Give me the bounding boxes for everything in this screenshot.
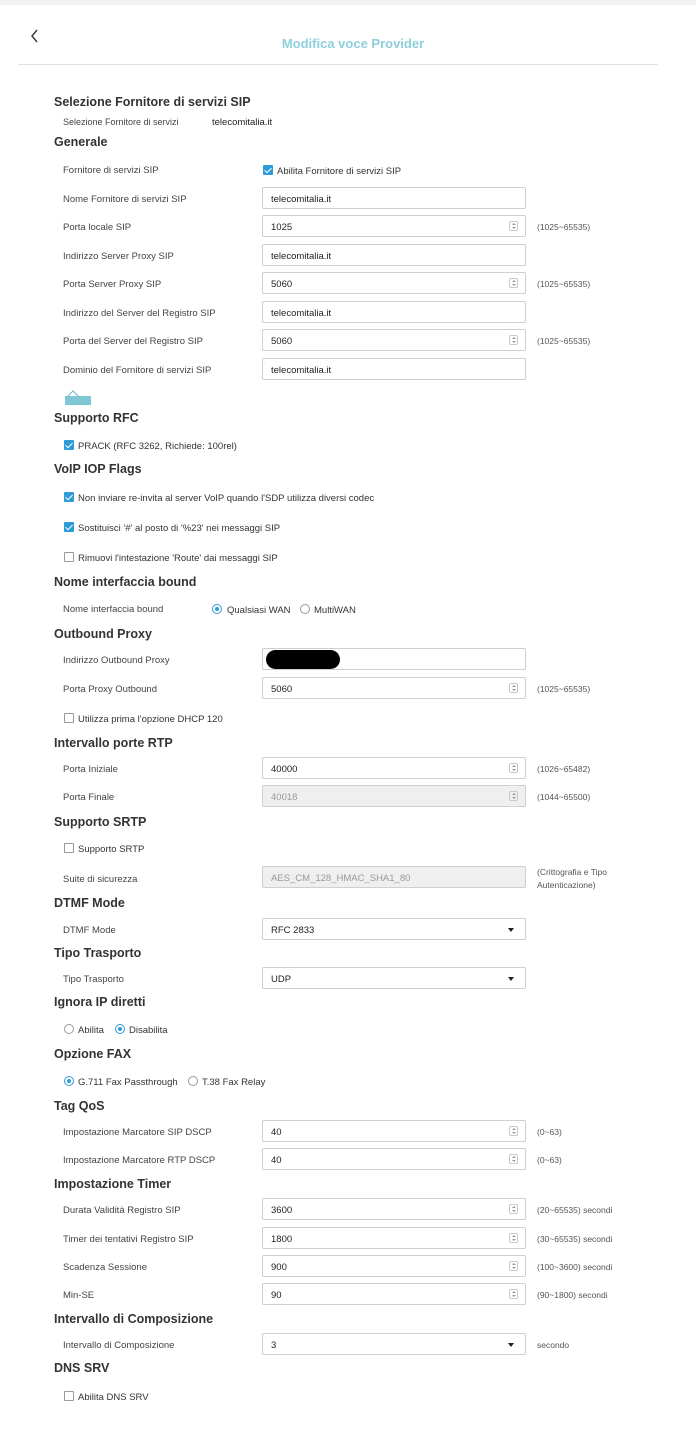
dtmf-label: DTMF Mode xyxy=(63,925,116,936)
suite-note-line1: (Crittografia e Tipo xyxy=(537,867,607,877)
prack-label: PRACK (RFC 3262, Richiede: 100rel) xyxy=(78,441,237,452)
fax-relay-radio[interactable] xyxy=(188,1076,198,1086)
section-bound-heading: Nome interfaccia bound xyxy=(54,575,197,589)
session-expiry-label: Scadenza Sessione xyxy=(63,1262,147,1273)
reg-validity-input[interactable]: 3600 xyxy=(262,1198,526,1220)
section-fax-heading: Opzione FAX xyxy=(54,1047,132,1061)
dns-srv-label: Abilita DNS SRV xyxy=(78,1392,149,1403)
section-rtp-heading: Intervallo porte RTP xyxy=(54,736,173,750)
dhcp-option-checkbox[interactable] xyxy=(64,713,74,723)
local-port-label: Porta locale SIP xyxy=(63,222,132,233)
provider-name-label: Nome Fornitore di servizi SIP xyxy=(63,194,187,205)
provider-name-input[interactable]: telecomitalia.it xyxy=(262,187,526,209)
rtp-end-input: 40018 xyxy=(262,785,526,807)
section-voip-heading: VoIP IOP Flags xyxy=(54,462,142,476)
section-srtp-heading: Supporto SRTP xyxy=(54,815,147,829)
selezione-value: telecomitalia.it xyxy=(212,117,273,128)
session-expiry-range: (100~3600) secondi xyxy=(537,1262,613,1272)
retry-timer-label: Timer dei tentativi Registro SIP xyxy=(63,1234,194,1245)
section-dial-heading: Intervallo di Composizione xyxy=(54,1312,214,1326)
outbound-port-input[interactable]: 5060 xyxy=(262,677,526,699)
dial-select[interactable]: 3 xyxy=(262,1333,526,1355)
domain-input[interactable]: telecomitalia.it xyxy=(262,358,526,380)
retry-timer-range: (30~65535) secondi xyxy=(537,1234,613,1244)
stepper-icon[interactable] xyxy=(509,1154,518,1164)
section-selezione-heading: Selezione Fornitore di servizi SIP xyxy=(54,95,251,109)
flag-route-label: Rimuovi l'intestazione 'Route' dai messaggi SIP xyxy=(78,553,278,564)
suite-note-line2: Autenticazione) xyxy=(537,880,596,890)
reg-validity-label: Durata Validità Registro SIP xyxy=(63,1205,181,1216)
bound-any-wan-radio[interactable] xyxy=(212,604,222,614)
local-port-input[interactable]: 1025 xyxy=(262,215,526,237)
retry-timer-input[interactable]: 1800 xyxy=(262,1227,526,1249)
section-outbound-heading: Outbound Proxy xyxy=(54,627,152,641)
section-qos-heading: Tag QoS xyxy=(54,1099,105,1113)
header-divider xyxy=(18,64,658,65)
fax-passthrough-radio[interactable] xyxy=(64,1076,74,1086)
section-direct-ip-heading: Ignora IP diretti xyxy=(54,995,146,1009)
local-port-range: (1025~65535) xyxy=(537,222,591,232)
proxy-port-range: (1025~65535) xyxy=(537,279,591,289)
flag-reinvite-label: Non inviare re-invita al server VoIP quando l'SDP utilizza diversi codec xyxy=(78,493,375,504)
section-timer-heading: Impostazione Timer xyxy=(54,1177,172,1191)
flag-route-checkbox[interactable] xyxy=(64,552,74,562)
stepper-icon[interactable] xyxy=(509,335,518,345)
srtp-checkbox[interactable] xyxy=(64,843,74,853)
section-dns-heading: DNS SRV xyxy=(54,1361,110,1375)
qos-sip-input[interactable]: 40 xyxy=(262,1120,526,1142)
chevron-down-icon xyxy=(508,928,514,932)
rtp-end-label: Porta Finale xyxy=(63,792,115,803)
registrar-address-label: Indirizzo del Server del Registro SIP xyxy=(63,308,216,319)
bound-label: Nome interfaccia bound xyxy=(63,604,164,615)
suite-input: AES_CM_128_HMAC_SHA1_80 xyxy=(262,866,526,888)
registrar-port-range: (1025~65535) xyxy=(537,336,591,346)
min-se-label: Min-SE xyxy=(63,1290,95,1301)
rtp-start-input[interactable]: 40000 xyxy=(262,757,526,779)
stepper-icon[interactable] xyxy=(509,1289,518,1299)
direct-ip-disable-label: Disabilita xyxy=(129,1025,168,1036)
stepper-icon[interactable] xyxy=(509,278,518,288)
direct-ip-enable-label: Abilita xyxy=(78,1025,104,1036)
flag-hash-label: Sostituisci '#' al posto di '%23' nei messaggi SIP xyxy=(78,523,281,534)
dtmf-select[interactable]: RFC 2833 xyxy=(262,918,526,940)
bound-any-wan-label: Qualsiasi WAN xyxy=(227,605,291,616)
direct-ip-enable-radio[interactable] xyxy=(64,1024,74,1034)
flag-reinvite-checkbox[interactable] xyxy=(64,492,74,502)
transport-label: Tipo Trasporto xyxy=(63,974,124,985)
session-expiry-input[interactable]: 900 xyxy=(262,1255,526,1277)
outbound-port-label: Porta Proxy Outbound xyxy=(63,684,157,695)
bound-multiwan-radio[interactable] xyxy=(300,604,310,614)
proxy-address-input[interactable]: telecomitalia.it xyxy=(262,244,526,266)
proxy-port-input[interactable]: 5060 xyxy=(262,272,526,294)
min-se-input[interactable]: 90 xyxy=(262,1283,526,1305)
collapse-icon[interactable] xyxy=(65,390,92,406)
prack-checkbox[interactable] xyxy=(64,440,74,450)
section-generale-heading: Generale xyxy=(54,135,108,149)
fax-relay-label: T.38 Fax Relay xyxy=(202,1077,266,1088)
outbound-port-range: (1025~65535) xyxy=(537,684,591,694)
stepper-icon xyxy=(509,791,518,801)
qos-sip-label: Impostazione Marcatore SIP DSCP xyxy=(63,1127,212,1138)
qos-rtp-range: (0~63) xyxy=(537,1155,562,1165)
stepper-icon[interactable] xyxy=(509,1204,518,1214)
dhcp-option-label: Utilizza prima l'opzione DHCP 120 xyxy=(78,714,223,725)
flag-hash-checkbox[interactable] xyxy=(64,522,74,532)
outbound-address-label: Indirizzo Outbound Proxy xyxy=(63,655,170,666)
transport-select[interactable]: UDP xyxy=(262,967,526,989)
reg-validity-range: (20~65535) secondi xyxy=(537,1205,613,1215)
enable-provider-label: Abilita Fornitore di servizi SIP xyxy=(277,166,402,177)
registrar-address-input[interactable]: telecomitalia.it xyxy=(262,301,526,323)
min-se-range: (90~1800) secondi xyxy=(537,1290,608,1300)
stepper-icon[interactable] xyxy=(509,683,518,693)
redacted-value xyxy=(266,650,340,669)
registrar-port-input[interactable]: 5060 xyxy=(262,329,526,351)
domain-label: Dominio del Fornitore di servizi SIP xyxy=(63,365,212,376)
registrar-port-label: Porta del Server del Registro SIP xyxy=(63,336,203,347)
proxy-address-label: Indirizzo Server Proxy SIP xyxy=(63,251,174,262)
qos-sip-range: (0~63) xyxy=(537,1127,562,1137)
srtp-label: Supporto SRTP xyxy=(78,844,145,855)
bound-multiwan-label: MultiWAN xyxy=(314,605,356,616)
stepper-icon[interactable] xyxy=(509,1126,518,1136)
enable-provider-checkbox[interactable] xyxy=(263,165,273,175)
top-divider xyxy=(0,0,696,5)
stepper-icon[interactable] xyxy=(509,1261,518,1271)
proxy-port-label: Porta Server Proxy SIP xyxy=(63,279,162,290)
section-transport-heading: Tipo Trasporto xyxy=(54,946,142,960)
rtp-start-label: Porta Iniziale xyxy=(63,764,118,775)
stepper-icon[interactable] xyxy=(509,763,518,773)
suite-label: Suite di sicurezza xyxy=(63,874,138,885)
selezione-label: Selezione Fornitore di servizi xyxy=(63,117,179,127)
dns-srv-checkbox[interactable] xyxy=(64,1391,74,1401)
rtp-end-range: (1044~65500) xyxy=(537,792,591,802)
chevron-down-icon xyxy=(508,977,514,981)
stepper-icon[interactable] xyxy=(509,1233,518,1243)
dial-unit: secondo xyxy=(537,1340,570,1350)
qos-rtp-label: Impostazione Marcatore RTP DSCP xyxy=(63,1155,216,1166)
rtp-start-range: (1026~65482) xyxy=(537,764,591,774)
section-rfc-heading: Supporto RFC xyxy=(54,411,139,425)
direct-ip-disable-radio[interactable] xyxy=(115,1024,125,1034)
qos-rtp-input[interactable]: 40 xyxy=(262,1148,526,1170)
page-title: Modifica voce Provider xyxy=(281,36,425,51)
dial-label: Intervallo di Composizione xyxy=(63,1340,175,1351)
fax-passthrough-label: G.711 Fax Passthrough xyxy=(78,1077,178,1088)
provider-label: Fornitore di servizi SIP xyxy=(63,165,159,176)
stepper-icon[interactable] xyxy=(509,221,518,231)
section-dtmf-heading: DTMF Mode xyxy=(54,896,125,910)
chevron-down-icon xyxy=(508,1343,514,1347)
